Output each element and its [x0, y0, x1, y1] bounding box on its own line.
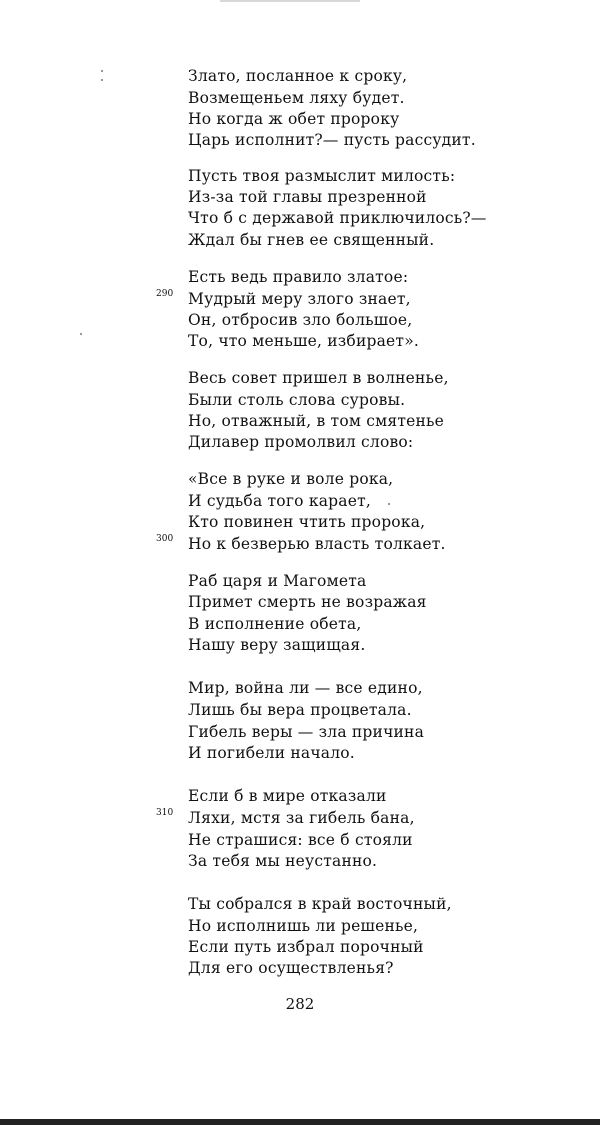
poem-line: Но исполнишь ли решенье, — [188, 917, 419, 935]
poem-line: Лишь бы вера процветала. — [188, 701, 412, 719]
poem-line: Раб царя и Магомета — [188, 572, 367, 590]
poem-line: Примет смерть не возражая — [188, 593, 427, 611]
poem-line: Ты собрался в край восточный, — [188, 895, 452, 913]
poem-line: «Все в руке и воле рока, — [188, 470, 394, 488]
poem-line: Пусть твоя размыслит милость: — [188, 167, 456, 185]
line-number-300: 300 — [156, 534, 174, 544]
scan-speck — [101, 70, 103, 72]
poem-line: Нашу веру защищая. — [188, 636, 366, 654]
poem-line: Не страшися: все б стояли — [188, 831, 413, 849]
poem-line: Возмещеньем ляху будет. — [188, 89, 405, 107]
poem-line: Есть ведь правило златое: — [188, 268, 409, 286]
poem-line: Мудрый меру злого знает, — [188, 290, 411, 308]
poem-line: Гибель веры — зла причина — [188, 723, 425, 741]
poem-line: Царь исполнит?— пусть рассудит. — [188, 131, 476, 149]
poem-line: Весь совет пришел в волненье, — [188, 369, 449, 387]
poem-line: И судьба того карает, — [188, 492, 371, 510]
poem-line: Но, отважный, в том смятенье — [188, 412, 445, 430]
poem-line: Если путь избрал порочный — [188, 938, 424, 956]
line-number-290: 290 — [156, 289, 174, 299]
page-number: 282 — [285, 995, 315, 1013]
poem-line: Для его осуществленья? — [188, 959, 394, 977]
poem-line: Что б с державой приключилось?— — [188, 209, 487, 227]
poem-line: И погибели начало. — [188, 744, 355, 762]
poem-line: За тебя мы неустанно. — [188, 852, 378, 870]
poem-line: Злато, посланное к сроку, — [188, 67, 408, 85]
poem-line: Ляхи, мстя за гибель бана, — [188, 809, 415, 827]
scan-speck — [388, 503, 390, 505]
poem-line: Кто повинен чтить пророка, — [188, 513, 426, 531]
poem-line: Но когда ж обет пророку — [188, 110, 400, 128]
poem-line: Из-за той главы презренной — [188, 188, 427, 206]
poem-line: Дилавер промолвил слово: — [188, 433, 414, 451]
poem-line: Но к безверью власть толкает. — [188, 535, 446, 553]
poem-line: Ждал бы гнев ее священный. — [188, 231, 435, 249]
poem-line: Он, отбросив зло большое, — [188, 311, 413, 329]
scan-speck — [101, 79, 103, 81]
scan-bottom-edge — [0, 1119, 600, 1125]
poem-line: Мир, война ли — все едино, — [188, 679, 423, 697]
poem-line: В исполнение обета, — [188, 615, 362, 633]
poem-line: Если б в мире отказали — [188, 787, 387, 805]
line-number-310: 310 — [156, 808, 174, 818]
poem-line: То, что меньше, избирает». — [188, 332, 420, 350]
scan-speck — [80, 333, 82, 335]
poem-line: Были столь слова суровы. — [188, 391, 406, 409]
scan-top-edge — [220, 0, 360, 2]
